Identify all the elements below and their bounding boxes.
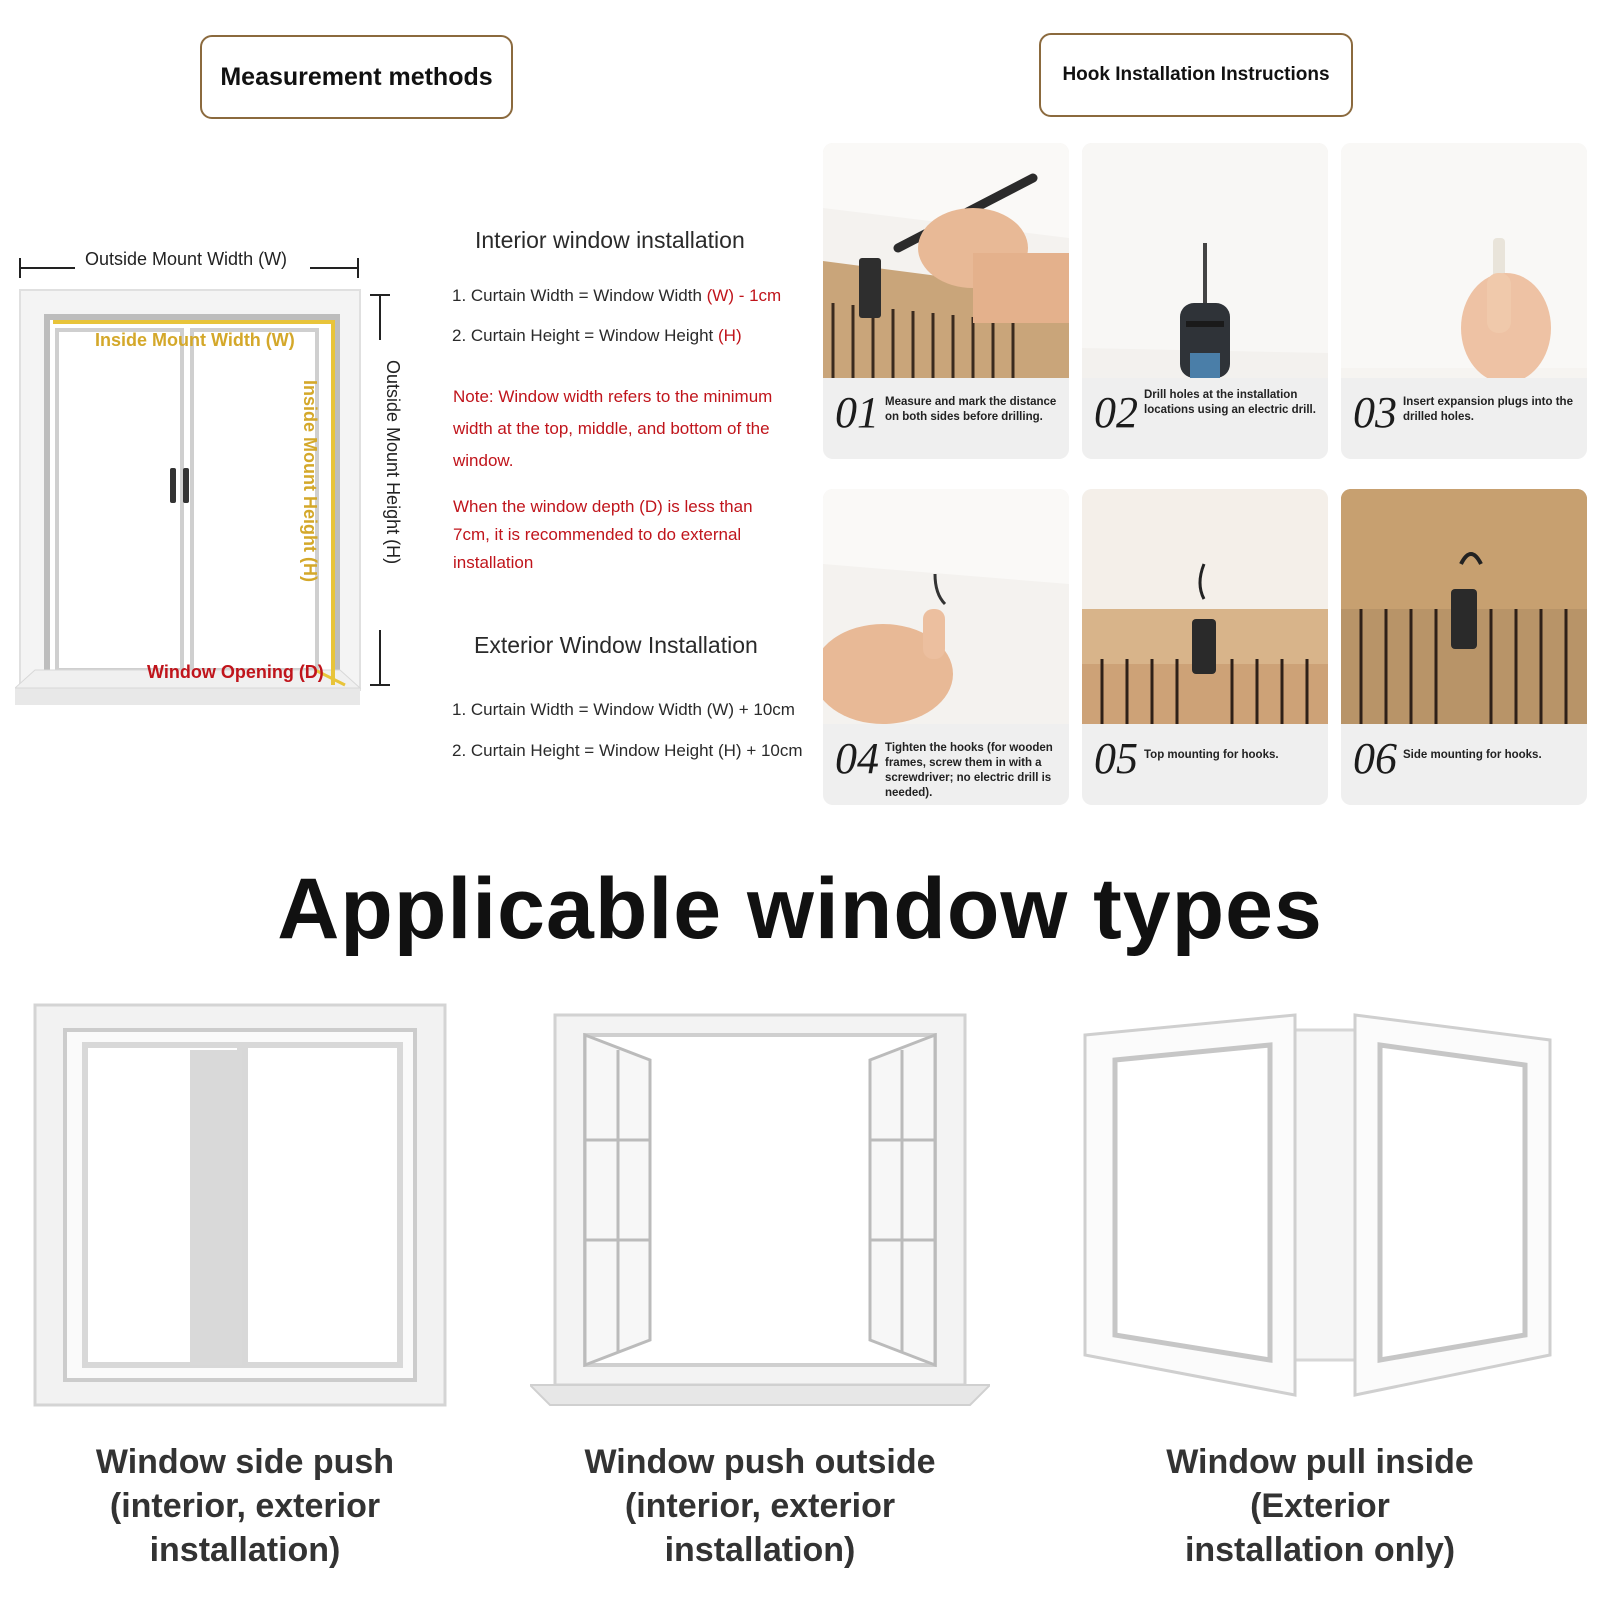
- exterior-formula-1: 1. Curtain Width = Window Width (W) + 10cm: [452, 700, 795, 719]
- step-03-desc: Insert expansion plugs into the drilled holes.: [1403, 396, 1573, 423]
- window-type-3-caption: [1090, 1440, 1550, 1572]
- step-card-05: [1082, 489, 1328, 805]
- window-type-2-caption: [530, 1440, 990, 1572]
- step-04-desc: Tighten the hooks (for wooden frames, screw them in with a screwdriver; no electric drill is needed).: [885, 742, 1053, 799]
- interior-formula-2-text: 2. Curtain Height = Window Height: [452, 326, 718, 345]
- measurement-title-box: [200, 35, 513, 119]
- note-window-depth: When the window depth (D) is less than 7cm, it is recommended to do external installation: [453, 497, 753, 572]
- applicable-title: Applicable window types: [277, 861, 1323, 957]
- window-pull-inside-illustration: [1080, 1010, 1560, 1410]
- note-window-width: Note: Window width refers to the minimum width at the top, middle, and bottom of the window.: [453, 387, 773, 470]
- step-03-number: 03: [1353, 388, 1397, 437]
- step-05-number: 05: [1094, 734, 1138, 783]
- outside-width-label: Outside Mount Width (W): [85, 249, 288, 269]
- interior-formula-2: [452, 326, 742, 346]
- window-type-1-line1: Window side push: [95, 1443, 395, 1481]
- window-type-3-line2: (Exterior: [1250, 1487, 1390, 1525]
- step-06-desc: Side mounting for hooks.: [1403, 749, 1542, 761]
- step-card-03: [1341, 143, 1587, 459]
- step-card-04: [823, 489, 1069, 805]
- interior-formula-1: [452, 286, 781, 306]
- window-push-outside-illustration: [530, 1010, 990, 1410]
- window-type-2-line1: Window push outside: [584, 1443, 936, 1481]
- step-02-number: 02: [1094, 388, 1138, 437]
- measurement-title: Measurement methods: [220, 62, 493, 91]
- step-05-photo: [1082, 489, 1328, 724]
- window-type-1-line3: installation): [149, 1531, 341, 1569]
- window-type-2-line3: installation): [664, 1531, 856, 1569]
- interior-formula-1-red: (W) - 1cm: [706, 286, 782, 305]
- hook-title-box: [1039, 33, 1353, 117]
- window-type-3-line3: installation only): [1184, 1531, 1456, 1569]
- window-opening-label: Window Opening (D): [147, 662, 324, 682]
- step-card-06: [1341, 489, 1587, 805]
- interior-formula-1-text: 1. Curtain Width = Window Width: [452, 286, 707, 305]
- step-04-photo: [823, 489, 1069, 724]
- step-05-desc: Top mounting for hooks.: [1144, 749, 1279, 761]
- interior-formula-2-red: (H): [718, 326, 742, 345]
- step-01-desc: Measure and mark the distance on both sides before drilling.: [885, 396, 1057, 423]
- step-02-desc: Drill holes at the installation locations using an electric drill.: [1144, 389, 1316, 416]
- step-card-02: [1082, 143, 1328, 459]
- inside-width-label: Inside Mount Width (W): [95, 330, 295, 350]
- step-02-photo: [1082, 143, 1328, 378]
- inside-height-label: Inside Mount Height (H): [300, 380, 320, 582]
- window-type-3-line1: Window pull inside: [1166, 1443, 1474, 1481]
- window-side-push-illustration: [30, 1000, 460, 1420]
- step-06-number: 06: [1353, 734, 1397, 783]
- measurement-diagram: [15, 240, 415, 740]
- exterior-formula-2: 2. Curtain Height = Window Height (H) + 10cm: [452, 741, 803, 760]
- step-card-01: [823, 143, 1069, 459]
- interior-title: Interior window installation: [475, 227, 745, 253]
- window-type-2-line2: (interior, exterior: [624, 1487, 896, 1525]
- outside-height-label: Outside Mount Height (H): [383, 360, 403, 565]
- step-01-number: 01: [835, 388, 879, 437]
- step-01-photo: [823, 143, 1069, 378]
- step-06-photo: [1341, 489, 1587, 724]
- step-03-photo: [1341, 143, 1587, 378]
- hook-title: Hook Installation Instructions: [1062, 64, 1330, 85]
- step-04-number: 04: [835, 734, 879, 783]
- window-type-1-line2: (interior, exterior: [109, 1487, 381, 1525]
- window-type-1-caption: [15, 1440, 475, 1572]
- exterior-title: Exterior Window Installation: [474, 632, 758, 658]
